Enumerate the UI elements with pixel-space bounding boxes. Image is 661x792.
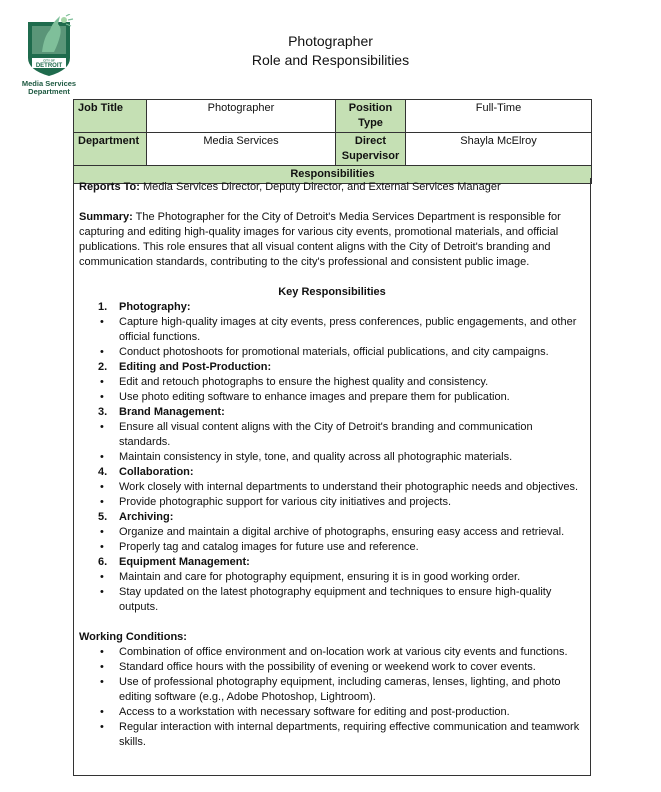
list-item: • Provide photographic support for various city initiatives and projects. (79, 495, 585, 510)
section-heading: 3. Brand Management: (98, 406, 225, 418)
job-info-table (73, 99, 592, 184)
document-header (0, 32, 661, 70)
list-item: • Regular interaction with internal departments, requiring effective communication and teamwork skills. (79, 720, 585, 750)
list-item: • Standard office hours with the possibility of evening or weekend work to cover events. (79, 660, 585, 675)
section-heading: 6. Equipment Management: (98, 556, 250, 568)
summary (79, 210, 585, 270)
list-item: • Access to a workstation with necessary software for editing and post-production. (79, 705, 585, 720)
list-item: • Properly tag and catalog images for future use and reference. (79, 540, 585, 555)
section-heading: 1. Photography: (98, 301, 191, 313)
section-heading: 2. Editing and Post-Production: (98, 361, 272, 373)
list-item: • Use of professional photography equipment, including cameras, lenses, lighting, and photo editing software (e.g., Adobe Photoshop, Lightroom). (79, 675, 585, 705)
document-title: Photographer (288, 33, 373, 49)
department-value: Media Services (147, 133, 336, 166)
logo-line1: Media Services (21, 79, 77, 88)
list-item: • Organize and maintain a digital archive of photographs, ensuring easy access and retrieval. (79, 525, 585, 540)
list-item: • Maintain and care for photography equipment, ensuring it is in good working order. (79, 570, 585, 585)
reports-to-label: Reports To: (79, 181, 140, 193)
logo-line2: Department (28, 87, 70, 96)
list-item: • Edit and retouch photographs to ensure the highest quality and consistency. (79, 375, 585, 390)
list-item: • Maintain consistency in style, tone, and quality across all photographic materials. (79, 450, 585, 465)
job-title-value: Photographer (147, 100, 336, 133)
svg-text:DETROIT: DETROIT (35, 63, 63, 69)
responsibilities-header: Responsibilities (74, 166, 592, 184)
svg-text:CITY OF: CITY OF (43, 58, 55, 63)
working-conditions-title: Working Conditions: (79, 631, 187, 643)
summary-label: Summary: (79, 211, 133, 223)
document-subtitle: Role and Responsibilities (251, 52, 410, 68)
list-item: • Use photo editing software to enhance images and prepare them for publication. (79, 390, 585, 405)
section-heading: 5. Archiving: (98, 511, 174, 523)
supervisor-value: Shayla McElroy (406, 133, 592, 166)
reports-to-text: Media Services Director, Deputy Director, and External Services Manager (139, 181, 501, 193)
list-item: • Combination of office environment and on-location work at various city events and functions. (79, 645, 585, 660)
responsibilities-body (73, 178, 591, 776)
summary-text: The Photographer for the City of Detroit's Media Services Department is responsible for capturing and editing high-quality images for various city events, promotional materials, and official publications. This role ensures that all visual content aligns with the City of Detroit's branding and communication standards, contributing to the city's professional and consistent public image. (79, 211, 561, 268)
department-label: Department (74, 133, 147, 166)
list-item: • Work closely with internal departments to understand their photographic needs and objectives. (79, 480, 585, 495)
supervisor-label: Direct Supervisor (336, 133, 406, 166)
reports-to (79, 180, 585, 195)
section-heading: 4. Collaboration: (98, 466, 194, 478)
position-type-label: Position Type (336, 100, 406, 133)
list-item: • Ensure all visual content aligns with the City of Detroit's branding and communication standards. (79, 420, 585, 450)
job-title-label: Job Title (74, 100, 147, 133)
list-item: • Stay updated on the latest photography equipment and techniques to ensure high-quality outputs. (79, 585, 585, 615)
list-item: • Capture high-quality images at city events, press conferences, public engagements, and other official functions. (79, 315, 585, 345)
key-responsibilities-title: Key Responsibilities (278, 286, 386, 298)
list-item: • Conduct photoshoots for promotional materials, official publications, and city campaigns. (79, 345, 585, 360)
position-type-value: Full-Time (406, 100, 592, 133)
